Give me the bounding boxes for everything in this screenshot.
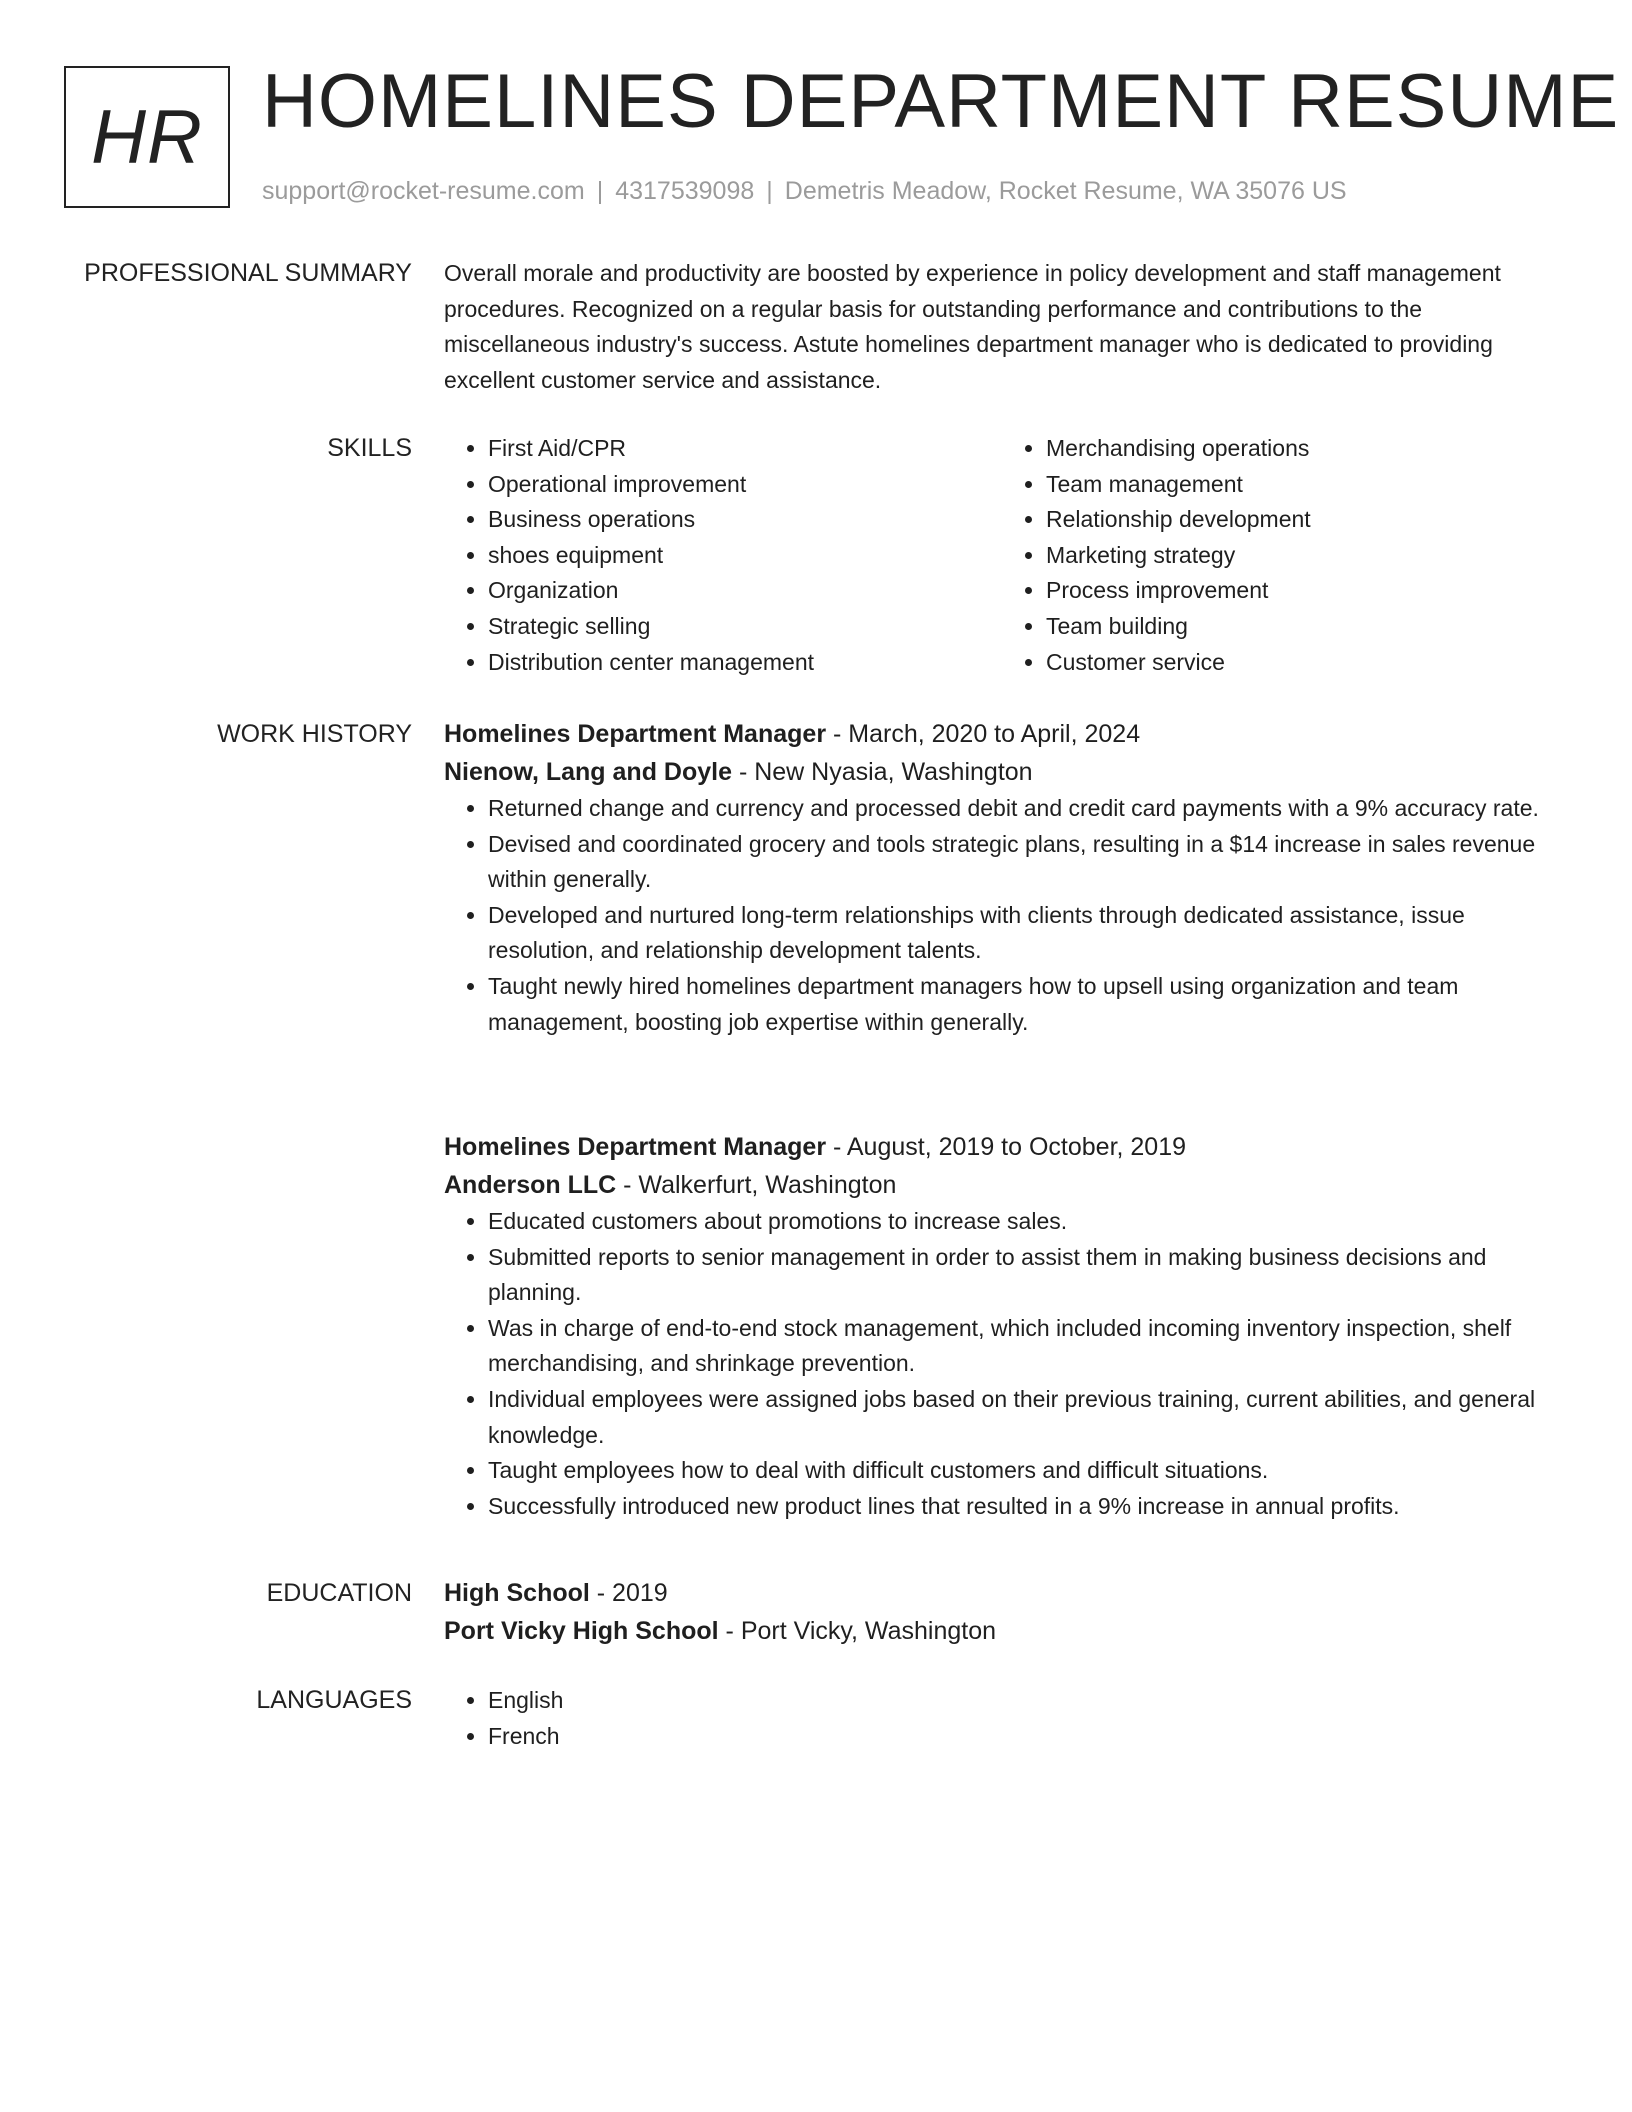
summary-text: Overall morale and productivity are boosted by experience in policy development and staff management procedures. Recognized on a regular basis for outstanding performance and contributions to the miscellaneous industry's success. Astute homelines department manager who is dedicated to providing excellent customer service and assistance. [444, 260, 1501, 393]
job-bullet: • Returned change and currency and processed debit and credit card payments with a 9% accuracy rate. [488, 791, 1560, 827]
job-bullet: • Devised and coordinated grocery and tools strategic plans, resulting in a $14 increase in sales revenue within generally. [488, 827, 1560, 898]
education-degree: High School [444, 1579, 590, 1607]
job-title-line [444, 1128, 1560, 1166]
monogram-logo: HR [64, 66, 230, 208]
job-location: - Walkerfurt, Washington [616, 1171, 897, 1199]
skill-item: • Customer service [1046, 645, 1560, 681]
job-bullet: • Educated customers about promotions to increase sales. [488, 1204, 1560, 1240]
languages-body [444, 1683, 1560, 1754]
job-entry [444, 715, 1560, 1040]
education-year: - 2019 [589, 1579, 668, 1607]
skill-item: • Distribution center management [488, 645, 1002, 681]
skill-item: • Organization [488, 573, 1002, 609]
skill-item: • Operational improvement [488, 467, 1002, 503]
section-label-work-history: WORK HISTORY [217, 720, 412, 748]
job-bullets [444, 791, 1560, 1040]
education-entry [444, 1574, 1560, 1650]
skill-item: • Team management [1046, 467, 1560, 503]
skill-item: • Strategic selling [488, 609, 1002, 645]
job-bullet: • Submitted reports to senior management in order to assist them in making business decisions and planning. [488, 1240, 1560, 1311]
contact-line [262, 174, 1347, 208]
job-dates: - August, 2019 to October, 2019 [826, 1133, 1187, 1161]
job-company: Anderson LLC [444, 1171, 617, 1199]
education-school: Port Vicky High School [444, 1617, 719, 1645]
section-label-education: EDUCATION [266, 1579, 412, 1607]
resume-title: HOMELINES DEPARTMENT RESUME [262, 59, 1620, 144]
job-title: Homelines Department Manager [444, 1133, 827, 1161]
job-bullet: • Successfully introduced new product lines that resulted in a 9% increase in annual profits. [488, 1489, 1560, 1525]
job-entry [444, 1128, 1560, 1524]
skills-grid [444, 431, 1560, 680]
job-company-line [444, 1166, 1560, 1204]
job-company-line [444, 753, 1560, 791]
section-label-languages: LANGUAGES [256, 1686, 412, 1714]
skill-item: • Process improvement [1046, 573, 1560, 609]
job-title: Homelines Department Manager [444, 720, 827, 748]
language-item: • English [488, 1683, 1560, 1719]
skill-item: • Merchandising operations [1046, 431, 1560, 467]
job-bullet: • Individual employees were assigned jobs based on their previous training, current abilities, and general knowledge. [488, 1382, 1560, 1453]
contact-email: support@rocket-resume.com [262, 177, 585, 205]
job-dates: - March, 2020 to April, 2024 [826, 720, 1141, 748]
contact-separator: | [766, 177, 773, 205]
section-label-summary: PROFESSIONAL SUMMARY [84, 259, 412, 287]
skill-item: • Team building [1046, 609, 1560, 645]
job-bullet: • Taught newly hired homelines department managers how to upsell using organization and team management, boosting job expertise within generally. [488, 969, 1560, 1040]
education-degree-line [444, 1574, 1560, 1612]
education-location: - Port Vicky, Washington [718, 1617, 997, 1645]
skill-item: • Business operations [488, 502, 1002, 538]
contact-phone: 4317539098 [615, 177, 755, 205]
job-bullet: • Taught employees how to deal with difficult customers and difficult situations. [488, 1453, 1560, 1489]
education-school-line [444, 1612, 1560, 1650]
contact-address: Demetris Meadow, Rocket Resume, WA 35076 US [784, 177, 1347, 205]
skill-item: • shoes equipment [488, 538, 1002, 574]
job-bullets [444, 1204, 1560, 1524]
job-location: - New Nyasia, Washington [732, 758, 1033, 786]
skill-item: • First Aid/CPR [488, 431, 1002, 467]
language-item: • French [488, 1719, 1560, 1755]
job-company: Nienow, Lang and Doyle [444, 758, 732, 786]
contact-separator: | [596, 177, 604, 205]
job-bullet: • Developed and nurtured long-term relationships with clients through dedicated assistance, issue resolution, and relationship development talents. [488, 898, 1560, 969]
job-bullet: • Was in charge of end-to-end stock management, which included incoming inventory inspection, shelf merchandising, and shrinkage prevention. [488, 1311, 1560, 1382]
section-label-skills: SKILLS [327, 434, 412, 462]
skill-item: • Marketing strategy [1046, 538, 1560, 574]
languages-list [444, 1683, 1560, 1754]
skills-list-right [1002, 431, 1560, 680]
skills-list-left [444, 431, 1002, 680]
job-title-line [444, 715, 1560, 753]
skill-item: • Relationship development [1046, 502, 1560, 538]
summary-body [444, 256, 1560, 398]
